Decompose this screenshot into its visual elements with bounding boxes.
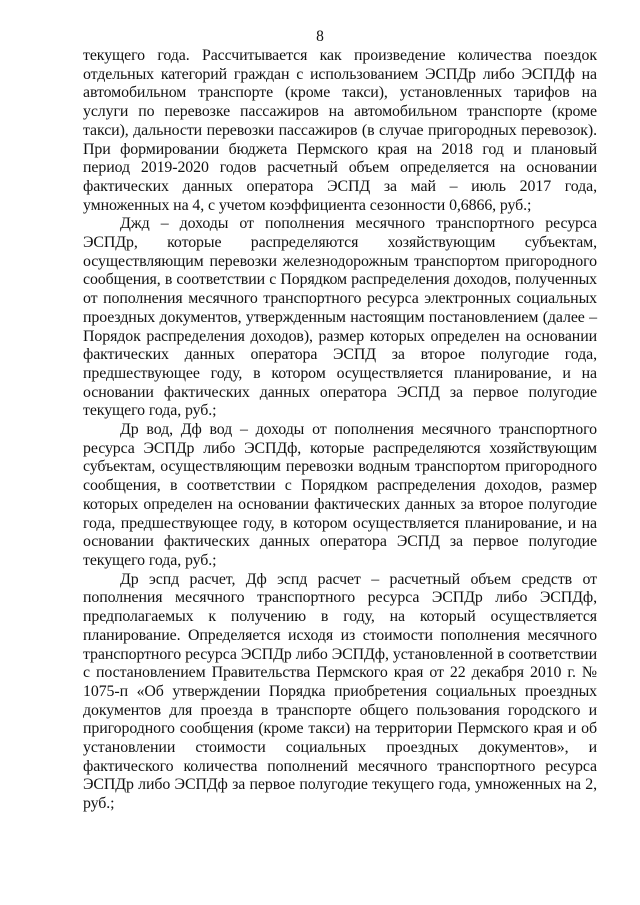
page-number: 8 <box>316 28 324 45</box>
paragraph-espd-calculation: Др эспд расчет, Дф эспд расчет – расчетный объем средств от пополнения месячного транспортного ресурса ЭСПДр либо ЭСПДф, предполагаемых к получению в году, на который осуществляется планирование. Определяется исходя из стоимости пополнения месячного транспортного ресурса ЭСПДр либо ЭСПДф, установленной в соответствии с постановлением Правительства Пермского края от 22 декабря 2010 г. № 1075-п «Об утверждении Порядка приобретения социальных проездных документов для проезда в транспорте общего пользования городского и пригородного сообщения (кроме такси) на территории Пермского края и об установлении стоимости социальных проездных документов», и фактического количества пополнений месячного транспортного ресурса ЭСПДр либо ЭСПДф за первое полугодие текущего года, умноженных на 2, руб.; <box>83 570 597 813</box>
page-body <box>83 47 597 814</box>
paragraph-jd-revenue: Джд – доходы от пополнения месячного транспортного ресурса ЭСПДр, которые распределяются хозяйствующим субъектам, осуществляющим перевозки железнодорожным транспортом пригородного сообщения, в соответствии с Порядком распределения доходов, полученных от пополнения месячного транспортного ресурса электронных социальных проездных документов, утвержденным настоящим постановлением (далее – Порядок распределения доходов), размер которых определен на основании фактических данных оператора ЭСПД за второе полугодие года, предшествующее году, в котором осуществляется планирование, и на основании фактических данных оператора ЭСПД за первое полугодие текущего года, руб.; <box>83 215 597 420</box>
paragraph-water-revenue: Др вод, Дф вод – доходы от пополнения месячного транспортного ресурса ЭСПДр либо ЭСПДф, которые распределяются хозяйствующим субъектам, осуществляющим перевозки водным транспортом пригородного сообщения, в соответствии с Порядком распределения доходов, размер которых определен на основании фактических данных за второе полугодие года, предшествующее году, в котором осуществляется планирование, и на основании фактических данных оператора ЭСПД за первое полугодие текущего года, руб.; <box>83 421 597 569</box>
paragraph-continuation: текущего года. Рассчитывается как произведение количества поездок отдельных категорий граждан с использованием ЭСПДр либо ЭСПДф на автомобильном транспорте (кроме такси), установленных тарифов на услуги по перевозке пассажиров на автомобильном транспорте (кроме такси), дальности перевозки пассажиров (в случае пригородных перевозок). При формировании бюджета Пермского края на 2018 год и плановый период 2019-2020 годов расчетный объем определяется на основании фактических данных оператора ЭСПД за май – июль 2017 года, умноженных на 4, с учетом коэффициента сезонности 0,6866, руб.; <box>83 47 597 214</box>
